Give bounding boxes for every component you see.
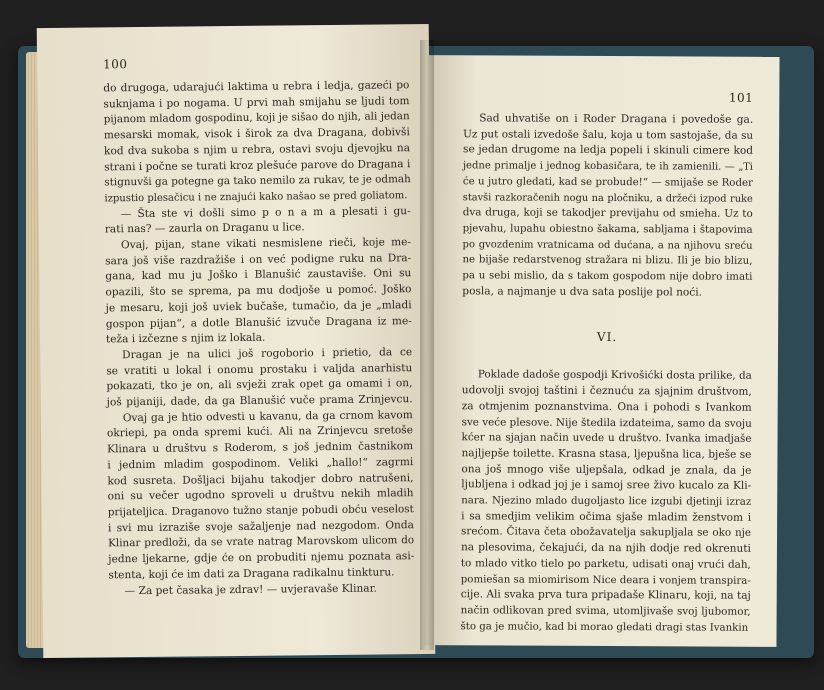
text-line: je mesaru, koji još uviek bučaše, tumačio, da je „mladi [105, 299, 412, 315]
text-line: Sad uhvatiše on i Roder Dragana i povedoše ga. [479, 112, 754, 126]
text-line: se jedan drugome na ledja popeli i skinuli cimere kod [463, 143, 754, 158]
right-page [424, 55, 779, 647]
text-line: pomiešan sa miomirisom Nice deara i vonjem transpira- [460, 573, 751, 587]
text-line: kod susreta. Došljaci bijahu takodjer dobro natrušeni, [107, 471, 414, 487]
text-line: teža i izčezne s njim iz lokala. [105, 331, 266, 346]
right-page-number: 101 [728, 90, 754, 105]
text-line: — Šta ste vi došli simo p o n a m a plesati i gu- [120, 204, 411, 220]
text-line: ona još mnogo više uljepšala, odkad je znala, da je [461, 462, 752, 477]
text-line: pijanom mladom gospodinu, koji je sišao do njih, ali jedan [103, 110, 410, 126]
text-line: za otmjenim poznanstvima. Ona i pohodi s Ivankom [461, 400, 752, 414]
text-line: gospon pijan“, a dotle Blanušić izvuče Dragana iz me- [105, 314, 412, 330]
text-line: način odlikovan pred svima, utomljivaše svoj ljubomor, [460, 604, 751, 618]
text-line: se vratiti u lokal i onomu prostaku i valjda anarhistu [106, 361, 413, 378]
text-line: pa u sebi mislio, da s takom gospodom nije dobro imati [462, 270, 753, 283]
text-line: će u jutro gledati, kad se probude!“ — smijaše se Roder [462, 176, 753, 189]
text-line: pjevahu, lupahu obiestno šakama, sabljama i štapovima [462, 223, 753, 236]
text-line: pokazati, tko je on, ali svježi zrak opet ga omami i on, [106, 377, 413, 393]
text-line: najljepše toilette. Krasna stasa, ljepušna lica, bješe se [461, 447, 752, 461]
text-line: okriepi, pa onda spremi kući. Ali na Zrinjevcu sretoše [106, 424, 414, 440]
text-line: i sa smedjim velikim očima sjaše mladim ženstvom i [461, 510, 752, 524]
text-line: to mlado vitko tielo po parketu, udisati onaj vrući dah, [460, 557, 751, 571]
text-line: kod dva sukoba s njim u rebra, ostavi svoju djevojku na [103, 141, 411, 158]
text-line: na plesovima, čekajući, da na njih dodje red okrenuti [460, 541, 751, 555]
text-line: jedne primalje i jednog kobasičara, te ih zamienili. — „Ti [462, 160, 753, 173]
text-line: i svi mu izraziše svoje sažaljenje nad nezgodom. Onda [107, 518, 414, 535]
text-line: Poklade dadoše gospodji Krivošićki dosta prilike, da [477, 368, 752, 383]
text-line: stenta, koji će im dati za Dragana radikalnu tinkturu. [108, 566, 395, 582]
text-line: cije. Ali svaka prva tura pripadaše Klinaru, koji, na taj [460, 588, 751, 603]
text-line: dva druga, koji se takodjer previjahu od smieha. Uz to [462, 206, 753, 221]
text-line: stavši razkoračenih nogu na pločniku, a držeći izpod ruke [462, 191, 753, 205]
text-line: ne bijaše redarstvenog stražara ni blizu. Ili je bio blizu, [462, 254, 753, 268]
left-page-text [103, 78, 414, 599]
text-line: kćer na sjajan način uvede u društvo. Ivanka imadjaše [461, 431, 752, 446]
text-line: ljubljena i odkad joj je i samoj sree živo kucalo za Kli- [461, 478, 752, 493]
text-line: gana, kad mu ju Joško i Blanušić zaustaviše. Oni su [105, 267, 412, 283]
text-line: suknjama i po nogama. U prvi mah smijahu se ljudi tom [103, 94, 410, 111]
text-line: što ga je mučio, kad bi morao gledati dragi stas Ivankin [460, 620, 749, 634]
text-line: sve veće plesove. Nije štedila izdateima, samo da svoju [461, 415, 752, 430]
text-line: još pijaniji, dade, da ga Blanušić vuče prama Zrinjevcu. [106, 393, 413, 409]
text-line: — Za pet časaka je zdrav! — uvjeravaše Klinar. [124, 582, 377, 597]
text-line: izpustio plesačicu i ne znajući kako našao se pred goliatom. [104, 190, 408, 205]
left-page-number: 100 [103, 57, 128, 72]
text-line: rati nas? — zaurla on Draganu u lice. [104, 221, 305, 236]
text-line: opazili, što se sprema, pa mu dodjoše u pomoć. Joško [105, 283, 412, 299]
text-line: do drugoga, udarajući laktima u rebra i ledja, gazeći po [103, 79, 410, 95]
text-line: posla, a najmanje u dva sata poslije pol noći. [462, 285, 703, 299]
text-line: sara još više razdražiše i on već podigne ruku na Dra- [105, 251, 412, 268]
text-line: udovolji svojoj taštini i čeznuću za sjajnim društvom, [461, 384, 752, 398]
text-line: nara. Njezino mlado dugoljasto lice izgubi djetinji izraz [461, 495, 752, 508]
text-line: prijateljica. Draganovo tužno stanje pobudi obću veselost [107, 503, 414, 519]
text-line: strani i počne se turati kroz plešuće parove do Dragana i [104, 157, 411, 173]
book-gutter [420, 40, 434, 650]
text-line: i jednim mladim gospodinom. Veliki „hallo!“ zagrmi [107, 456, 414, 472]
text-line: Ovaj, pijan, stane vikati nesmislene rieči, koje me- [120, 236, 412, 252]
right-page-text-bottom [461, 368, 752, 636]
text-line: Uz put ostali izvedoše šalu, koja u tom sastojaše, da su [463, 127, 754, 142]
text-line: oni su večer ugodno sproveli u društvu nekih mladih [107, 487, 414, 503]
text-line: Klinar predloži, da se vrate natrag Marovskom ulicom do [108, 534, 415, 550]
text-line: Dragan je na ulici još rogoborio i prietio, da ce [122, 346, 413, 362]
text-line: srećom. Čitava četa obožavatelja sakupljala se oko nje [461, 525, 752, 540]
text-line: po gvozdenim vratnicama od dućana, a na njihovu sreću [462, 238, 753, 252]
left-page [37, 24, 436, 658]
text-line: mesarski momak, visok i širok za dva Dragana, dobivši [103, 126, 410, 142]
right-page-text-top [462, 111, 753, 301]
text-line: stignuvši ga potegne ga tako nemilo za rukav, te je odmah [104, 173, 411, 189]
chapter-heading: VI. [596, 330, 618, 345]
text-line: Klinara u društvu s Roderom, s još jednim častnikom [107, 440, 414, 456]
text-line: jedne ljekarne, gdje će on probuditi njemu poznata asi- [108, 550, 415, 566]
text-line: Ovaj ga je htio odvesti u kavanu, da ga crnom kavom [122, 408, 413, 424]
